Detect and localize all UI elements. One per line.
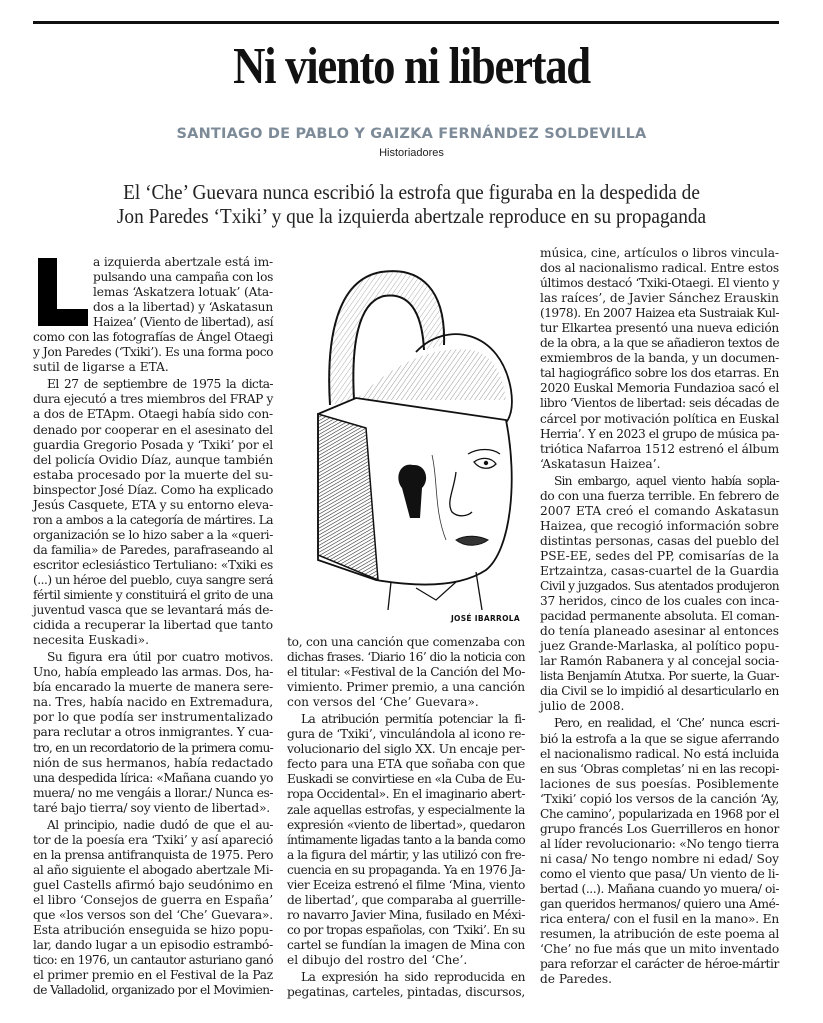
article-text-line: zale aquellas estrofas, y especialmente la (287, 802, 525, 817)
article-text-line: ron a ambos a la categoría de mártires. La (33, 512, 273, 527)
article-text-line: a izquierda abertzale está im- (93, 255, 273, 269)
article-text-line: triótica Nafarroa 1512 estrenó el álbum (540, 441, 779, 456)
article-text-line: gan queridos hermanos/ quiero una Amé- (540, 897, 779, 912)
article-text-line: dos a la libertad) y ‘Askatasun (93, 300, 273, 315)
article-text-line: julio de 2008. (540, 699, 625, 714)
article-text-line: bió la estrofa a la que se sigue aferrando (540, 731, 779, 746)
article-text-line: ‘Che’ no fue más que un mito inventado (540, 942, 779, 957)
article-text-line: íntimamente ligadas tanto a la banda como (287, 832, 525, 847)
article-text-line: de la obra, a la que se añadieron textos de (540, 336, 779, 351)
article-text-line: dura ejecutó a tres miembros del FRAP y (33, 392, 273, 407)
article-text-line: de libertad’, que comparaba al guerrille- (287, 892, 525, 907)
article-text-line: como el viento que pasa/ Un viento de li- (540, 866, 779, 881)
article-text-line: taré bajo tierra/ soy viento de libertad». (33, 800, 270, 815)
article-text-line: tal hagiográfico sobre los dos etarras. En (540, 366, 779, 381)
article-text-line: en la prensa antifranquista de 1975. Pero (33, 847, 273, 862)
article-text-line: el dibujo del rostro del ‘Che’. (287, 952, 468, 967)
article-text-line: 2020 Euskal Memoria Fundazioa sacó el (540, 381, 779, 396)
article-text-line: como con las fotografías de Ángel Otaegi (33, 330, 273, 345)
article-text-line: Haizea’ (Viento de libertad), así (93, 315, 273, 330)
article-text-line: denado por cooperar en el asesinato del (33, 422, 273, 437)
article-text-line: al año siguiente el abogado abertzale Mi- (33, 862, 273, 877)
article-text-line: guel Castells afirmó bajo seudónimo en (33, 877, 273, 892)
article-text-line: nión de sus hermanos, había redactado (33, 755, 273, 770)
article-text-line: lar, dando lugar a un episodio estrambó- (33, 938, 273, 953)
article-text-line: (...) un héroe del pueblo, cuya sangre será (33, 572, 273, 587)
article-text-line: ni casa/ No tengo nombre ni edad/ Soy (540, 851, 779, 866)
article-text-line: 2007 ETA creó el comando Askatasun (540, 503, 779, 518)
article-text-line: Pero, en realidad, el ‘Che’ nunca escri- (554, 716, 779, 731)
article-text-line: na. Tres, había nacido en Extremadura, (33, 695, 273, 710)
article-text-line: escritor eclesiástico Tertuliano: «Txiki es (33, 557, 273, 572)
article-text-line: El 27 de septiembre de 1975 la dicta- (47, 377, 273, 392)
article-text-line: sutil de ligarse a ETA. (33, 360, 169, 375)
article-text-line: pulsando una campaña con los (93, 270, 273, 285)
article-text-line: dia Civil se lo impidió al desarticularlo en (540, 684, 779, 699)
article-text-line: al líder revolucionario: «No tengo tierra (540, 836, 779, 851)
article-text-line: binspector José Díaz. Como ha explicado (33, 482, 273, 497)
article-text-line: Herria’. Y en 2023 el grupo de música pa- (540, 426, 779, 441)
article-text-line: juez Grande-Marlaska, al político popu- (540, 639, 779, 654)
article-text-line: Civil y juzgados. Sus atentados produjeron (540, 579, 779, 594)
article-text-line: pegatinas, carteles, pintadas, discursos, (287, 985, 525, 1000)
article-text-line: Euskadi se convirtiese en «la Cuba de Eu- (287, 772, 525, 787)
article-text-line: en sus ‘Obras completas’ ni en las recopi- (540, 761, 779, 776)
top-rule (33, 21, 779, 24)
author-role: Historiadores (379, 147, 444, 159)
article-text-line: a la figura del mártir, y las utilizó con fre- (287, 847, 525, 862)
article-text-line: pacidad permanente absoluta. El coman- (540, 609, 779, 624)
article-text-line: bía encarado la muerte de manera sere- (33, 680, 273, 695)
article-text-line: ropa Occidental». En el imaginario abert- (287, 787, 525, 802)
article-text-line: el primer premio en el Festival de la Paz (33, 968, 273, 983)
article-text-line: lista Benjamín Atutxa. Por suerte, la Guar- (540, 669, 779, 684)
headline: Ni viento ni libertad (233, 38, 590, 95)
article-text-line: ro navarro Javier Mina, fusilado en Méxi- (287, 907, 525, 922)
subheadline-line: El ‘Che’ Guevara nunca escribió la estrofa que figuraba en la despedida de (123, 180, 700, 204)
article-text-line: para reforzar el carácter de héroe-mártir (540, 957, 779, 972)
padlock-face-illustration-icon (296, 250, 522, 610)
article-text-line: necesita Euskadi». (33, 633, 149, 648)
article-column-right (540, 246, 779, 987)
article-text-line: 37 heridos, cinco de los cuales con inca- (540, 594, 779, 609)
article-text-line: guardia Gregorio Posada y ‘Txiki’ por el (33, 437, 273, 452)
article-text-line: do con una fuerza terrible. En febrero de (540, 488, 779, 503)
article-text-line: a dos de ETApm. Otaegi había sido con- (33, 407, 273, 422)
article-text-line: La atribución permitía potenciar la fi- (301, 712, 525, 727)
article-text-line: vimiento. Primer premio, a una canción (287, 680, 525, 695)
article-text-line: libro ‘Vientos de libertad: seis décadas de (540, 396, 779, 411)
article-text-line: lar Ramón Rabanera y al concejal socia- (540, 654, 779, 669)
article-text-line: el titular: «Festival de la Canción del Mo- (287, 665, 525, 680)
article-text-line: to, con una canción que comenzaba con (287, 635, 525, 649)
article-text-line: cuencia en su propaganda. Ya en 1976 Ja- (287, 862, 525, 877)
article-text-line: tro, en un recordatorio de la primera comu- (33, 740, 273, 755)
article-text-line: organización se lo hizo saber a la «queri- (33, 527, 273, 542)
article-text-line: que «los versos son del ‘Che’ Guevara». (33, 908, 273, 923)
article-text-line: Uno, había empleado las armas. Dos, ha- (33, 665, 273, 680)
article-text-line: grupo francés Los Guerrilleros en honor (540, 821, 779, 836)
article-text-line: una despedida lírica: «Mañana cuando yo (33, 770, 273, 785)
article-text-line: tico: en 1976, un cantautor asturiano ganó (33, 953, 273, 968)
article-text-line: muera/ no me vengáis a llorar./ Nunca es- (33, 785, 273, 800)
article-text-line: laciones de sus poesías. Posiblemente (540, 776, 779, 791)
article-text-line: do tenía planeado asesinar al entonces (540, 624, 779, 639)
article-text-line: cartel se fundían la imagen de Mina con (287, 937, 525, 952)
article-text-line: rica entera/ con el fusil en la mano». En (540, 912, 779, 927)
article-text-line: ‘Askatasun Haizea’. (540, 456, 661, 471)
article-text-line: Che camino’, popularizada en 1968 por el (540, 806, 779, 821)
article-text-line: y Jon Paredes (‘Txiki’). Es una forma poco (33, 345, 273, 360)
article-text-line: de Paredes. (540, 972, 612, 987)
article-text-line: vier Eceiza estrenó el filme ‘Mina, viento (287, 877, 525, 892)
article-text-line: Haizea, que recogió información sobre (540, 518, 779, 533)
article-text-line: de Valladolid, organizado por el Movimien- (33, 983, 273, 998)
article-text-line: Su figura era útil por cuatro motivos. (47, 650, 273, 665)
article-column-left (33, 255, 273, 998)
article-text-line: del policía Ovidio Díaz, aunque también (33, 452, 273, 467)
article-text-line: para reclutar a otros inmigrantes. Y cua- (33, 725, 273, 740)
article-text-line: co por tropas españolas, con ‘Txiki’. En su (287, 922, 525, 937)
article-text-line: Sin embargo, aquel viento había sopla- (554, 473, 779, 488)
article-text-line: música, cine, artículos o libros vincula- (540, 246, 779, 260)
article-text-line: cidida a recuperar la libertad que tanto (33, 618, 273, 633)
article-text-line: fecto para una ETA que soñaba con que (287, 757, 525, 772)
article-text-line: últimos destacó ‘Txiki-Otaegi. El viento y (540, 276, 779, 291)
author-byline: SANTIAGO DE PABLO Y GAIZKA FERNÁNDEZ SOLDEVILLA (176, 126, 647, 142)
article-text-line: cárcel por motivación política en Euskal (540, 411, 779, 426)
article-text-line: distintas personas, casas del pueblo del (540, 533, 779, 548)
article-text-line: gura de ‘Txiki’, vinculándola al icono re- (287, 727, 525, 742)
illustration-credit: JOSÉ IBARROLA (450, 614, 520, 623)
article-text-line: juventud vasca que se levantará más de- (33, 603, 273, 618)
article-text-line: tur Elkartea presentó una nueva edición (540, 321, 779, 336)
article-text-line: el nacionalismo radical. No está incluida (540, 746, 779, 761)
article-text-line: Ertzaintza, casas-cuartel de la Guardia (540, 563, 779, 578)
article-text-line: lemas ‘Askatzera lotuak’ (Ata- (93, 285, 273, 300)
article-text-line: PSE-EE, sedes del PP, comisarías de la (540, 548, 779, 563)
subheadline-line: Jon Paredes ‘Txiki’ y que la izquierda abertzale reproduce en su propaganda (116, 204, 707, 228)
subheadline (0, 180, 823, 228)
article-text-line: (1978). En 2007 Haizea eta Sustraiak Kul- (540, 306, 779, 321)
article-text-line: expresión «viento de libertad», quedaron (287, 817, 525, 832)
article-text-line: las raíces’, de Javier Sánchez Erauskin (540, 291, 779, 306)
article-text-line: volucionario del siglo XX. Un encaje per- (287, 742, 525, 757)
article-text-line: con versos del ‘Che’ Guevara». (287, 695, 479, 710)
article-text-line: La expresión ha sido reproducida en (301, 970, 525, 985)
article-text-line: tor de la poesía era ‘Txiki’ y así apareció (33, 832, 273, 847)
article-text-line: Al principio, nadie dudó de que el au- (47, 817, 273, 832)
article-text-line: el libro ‘Consejos de guerra en España’ (33, 892, 273, 907)
article-text-line: dos al nacionalismo radical. Entre estos (540, 261, 779, 276)
article-text-line: Esta atribución enseguida se hizo popu- (33, 923, 273, 938)
article-text-line: estaba procesado por la muerte del su- (33, 467, 273, 482)
article-text-line: bertad (...). Mañana cuando yo muera/ oi- (540, 881, 779, 896)
article-text-line: por lo que podía ser instrumentalizado (33, 710, 273, 725)
article-text-line: da familia» de Paredes, parafraseando al (33, 542, 273, 557)
article-text-line: resumen, la atribución de este poema al (540, 927, 779, 942)
article-column-middle (287, 635, 525, 1000)
article-text-line: exmiembros de la banda, y un documen- (540, 351, 779, 366)
article-text-line: fértil simiente y constituirá el grito de una (33, 588, 273, 603)
article-text-line: dichas frases. ‘Diario 16’ dio la noticia con (287, 650, 525, 665)
article-text-line: ‘Txiki’ copió los versos de la canción ‘Ay, (540, 791, 779, 806)
article-text-line: Jesús Casquete, ETA y su entorno eleva- (33, 497, 273, 512)
